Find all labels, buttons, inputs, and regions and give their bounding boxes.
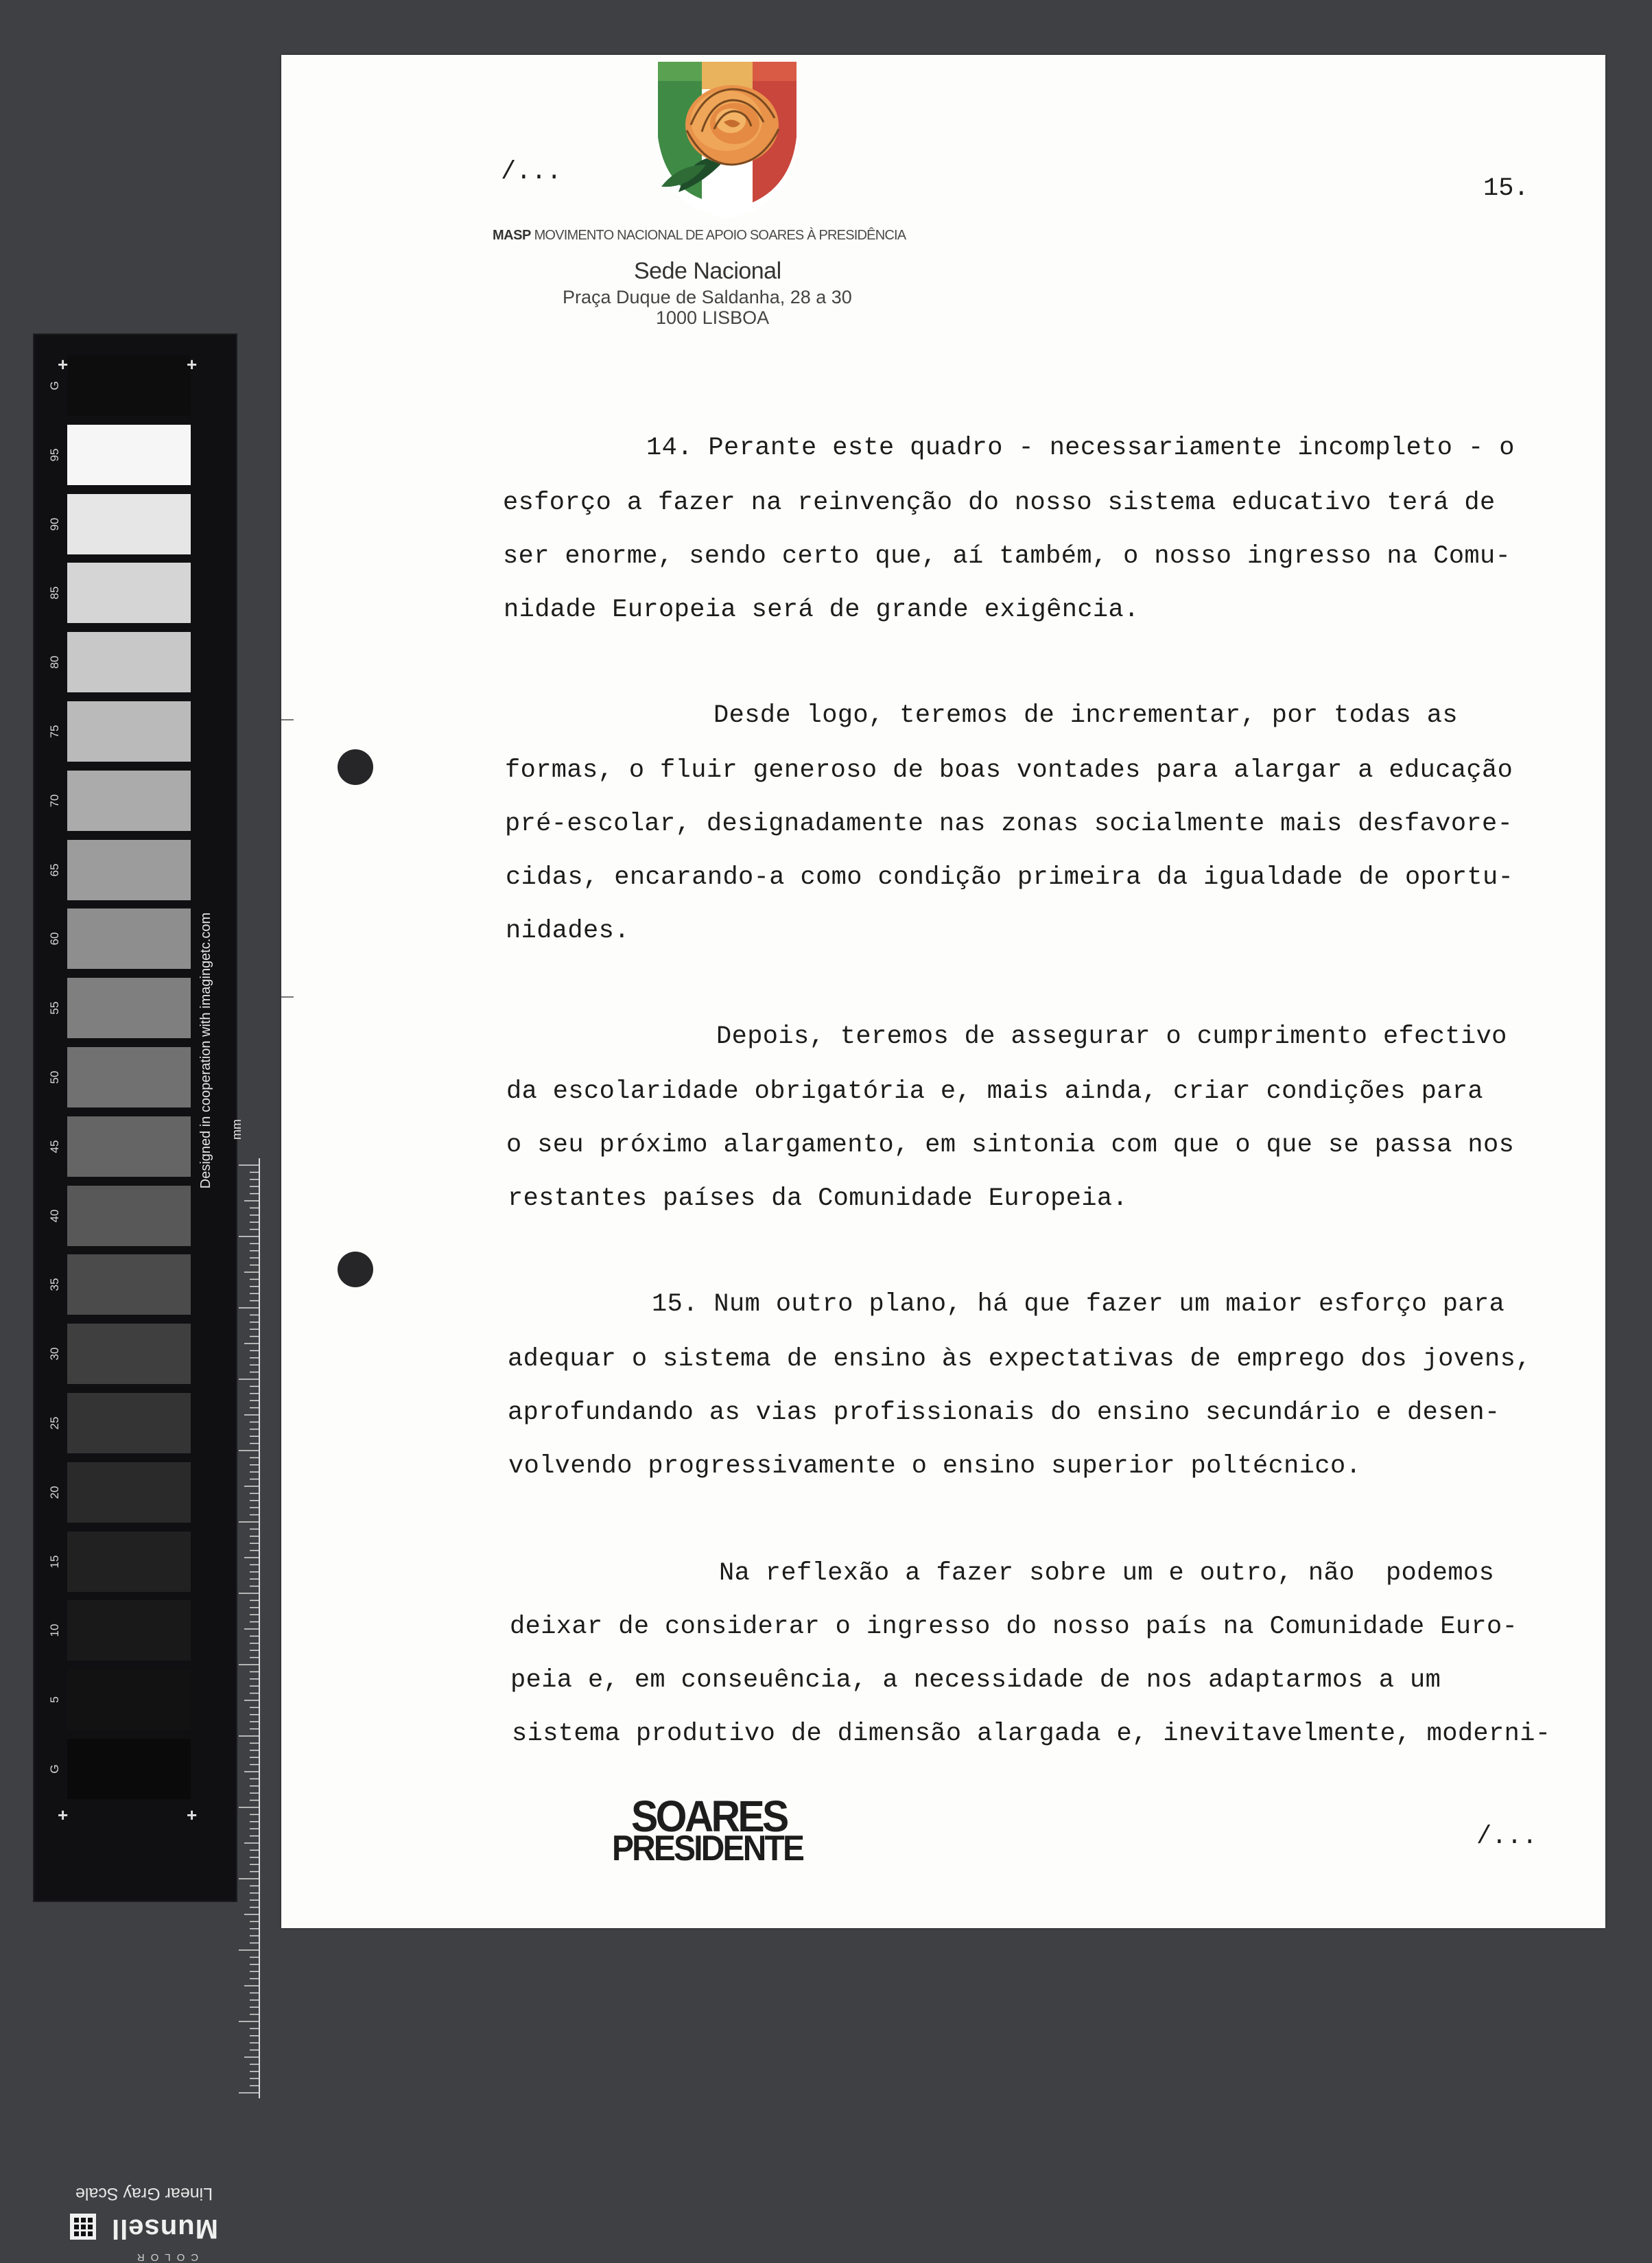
text-line: 14. Perante este quadro - necessariamente incompleto - o xyxy=(646,434,1515,462)
gray-step-label: 70 xyxy=(48,794,61,808)
munsell-logo-icon xyxy=(70,2214,96,2240)
gray-step-label: 5 xyxy=(48,1696,61,1703)
text-line: deixar de considerar o ingresso do nosso país na Comunidade Euro- xyxy=(510,1613,1518,1641)
gray-swatch xyxy=(67,1669,191,1730)
gray-step-label: 45 xyxy=(48,1140,61,1153)
gray-step-label: 40 xyxy=(48,1209,61,1223)
text-line: Na reflexão a fazer sobre um e outro, não podemos xyxy=(719,1559,1495,1588)
gray-step-label: 25 xyxy=(48,1416,61,1430)
brand-subtitle: COLOR xyxy=(130,2251,199,2263)
text-line: ser enorme, sendo certo que, aí também, o nosso ingresso na Comu- xyxy=(503,542,1511,571)
gray-step-label: 30 xyxy=(48,1347,61,1361)
punch-hole xyxy=(338,1252,373,1287)
page-edge-mark xyxy=(281,996,294,998)
gray-step-label: 85 xyxy=(48,586,61,600)
gray-swatch xyxy=(67,1324,191,1384)
gray-swatch xyxy=(67,1116,191,1177)
continuation-mark-top: /... xyxy=(501,158,562,187)
text-line: pré-escolar, designadamente nas zonas socialmente mais desfavore- xyxy=(505,810,1513,839)
gray-step-label: 80 xyxy=(48,655,61,669)
masp-letterhead xyxy=(493,228,906,244)
page-number: 15. xyxy=(1483,174,1529,203)
gray-swatch xyxy=(67,978,191,1038)
mm-ruler xyxy=(235,1158,265,2098)
gray-step-label: 55 xyxy=(48,1001,61,1015)
gray-step-label: 65 xyxy=(48,863,61,877)
text-line: nidade Europeia será de grande exigência. xyxy=(504,596,1140,624)
text-line: adequar o sistema de ensino às expectativas de emprego dos jovens, xyxy=(508,1345,1531,1374)
text-line: volvendo progressivamente o ensino superior poltécnico. xyxy=(508,1452,1362,1481)
gray-step-label: 75 xyxy=(48,725,61,738)
gray-step-label: 35 xyxy=(48,1278,61,1291)
gray-swatch xyxy=(67,632,191,692)
gray-swatch xyxy=(67,1393,191,1453)
gray-swatch xyxy=(67,1600,191,1661)
gray-swatch xyxy=(67,563,191,623)
text-line: nidades. xyxy=(506,917,630,946)
presidente-logotype: PRESIDENTE xyxy=(612,1829,803,1868)
document-page xyxy=(281,55,1605,1928)
rose-logo-icon xyxy=(651,62,803,218)
munsell-brand xyxy=(62,2207,226,2263)
page-edge-mark xyxy=(281,719,294,720)
gray-swatch xyxy=(67,1047,191,1107)
gray-swatch xyxy=(67,1462,191,1523)
gray-swatch xyxy=(67,355,191,416)
gray-swatch xyxy=(67,1739,191,1799)
text-line: peia e, em conseuência, a necessidade de nos adaptarmos a um xyxy=(510,1666,1441,1695)
gray-swatch xyxy=(67,701,191,762)
text-line: Desde logo, teremos de incrementar, por todas as xyxy=(713,701,1458,730)
gray-swatch xyxy=(67,771,191,831)
scale-title: Linear Gray Scale xyxy=(75,2184,213,2203)
gray-swatch xyxy=(67,425,191,485)
text-line: restantes países da Comunidade Europeia. xyxy=(508,1184,1129,1213)
gray-step-label: 60 xyxy=(48,932,61,946)
continuation-mark-bottom: /... xyxy=(1476,1822,1537,1851)
gray-step-label: G xyxy=(48,1764,61,1774)
gray-swatch xyxy=(67,840,191,900)
text-line: formas, o fluir generoso de boas vontades para alargar a educação xyxy=(505,756,1513,785)
text-line: sistema produtivo de dimensão alargada e, inevitavelmente, moderni- xyxy=(512,1720,1551,1748)
gray-step-label: 20 xyxy=(48,1486,61,1499)
registration-mark: + xyxy=(58,1805,69,1825)
gray-swatch xyxy=(67,1186,191,1246)
text-line: da escolaridade obrigatória e, mais ainda, criar condições para xyxy=(506,1077,1484,1106)
text-line: 15. Num outro plano, há que fazer um maior esforço para xyxy=(652,1290,1505,1319)
gray-swatch xyxy=(67,494,191,554)
registration-mark: + xyxy=(187,1805,198,1825)
gray-step-label: 95 xyxy=(48,448,61,462)
gray-step-label: G xyxy=(48,381,61,390)
sede-city: 1000 LISBOA xyxy=(656,307,770,328)
gray-step-label: 50 xyxy=(48,1070,61,1084)
soares-logotype: SOARES xyxy=(631,1792,787,1841)
gray-step-label: 15 xyxy=(48,1555,61,1569)
gray-step-label: 10 xyxy=(48,1623,61,1637)
sede-address: Praça Duque de Saldanha, 28 a 30 xyxy=(563,287,852,307)
registration-mark: + xyxy=(58,354,69,375)
text-line: o seu próximo alargamento, em sintonia com que o que se passa nos xyxy=(506,1131,1515,1160)
text-line: esforço a fazer na reinvenção do nosso sistema educativo terá de xyxy=(503,489,1496,517)
punch-hole xyxy=(338,749,373,785)
brand-name: Munsell xyxy=(111,2214,218,2244)
gray-swatch xyxy=(67,908,191,969)
gray-swatch xyxy=(67,1532,191,1592)
scale-credit-text: Designed in cooperation with imagingetc.com xyxy=(198,912,213,1189)
gray-step-label: 90 xyxy=(48,517,61,531)
ruler-unit-label: mm xyxy=(230,1119,244,1140)
masp-full-name: MOVIMENTO NACIONAL DE APOIO SOARES À PRESIDÊNCIA xyxy=(534,228,906,243)
text-line: cidas, encarando-a como condição primeira da igualdade de oportu- xyxy=(506,863,1514,892)
text-line: aprofundando as vias profissionais do ensino secundário e desen- xyxy=(508,1398,1500,1427)
sede-title: Sede Nacional xyxy=(634,258,781,284)
registration-mark: + xyxy=(187,354,198,375)
gray-scale-card xyxy=(33,333,244,2263)
gray-swatch xyxy=(67,1254,191,1315)
masp-abbreviation: MASP xyxy=(493,228,531,243)
text-line: Depois, teremos de assegurar o cumprimento efectivo xyxy=(716,1022,1507,1051)
